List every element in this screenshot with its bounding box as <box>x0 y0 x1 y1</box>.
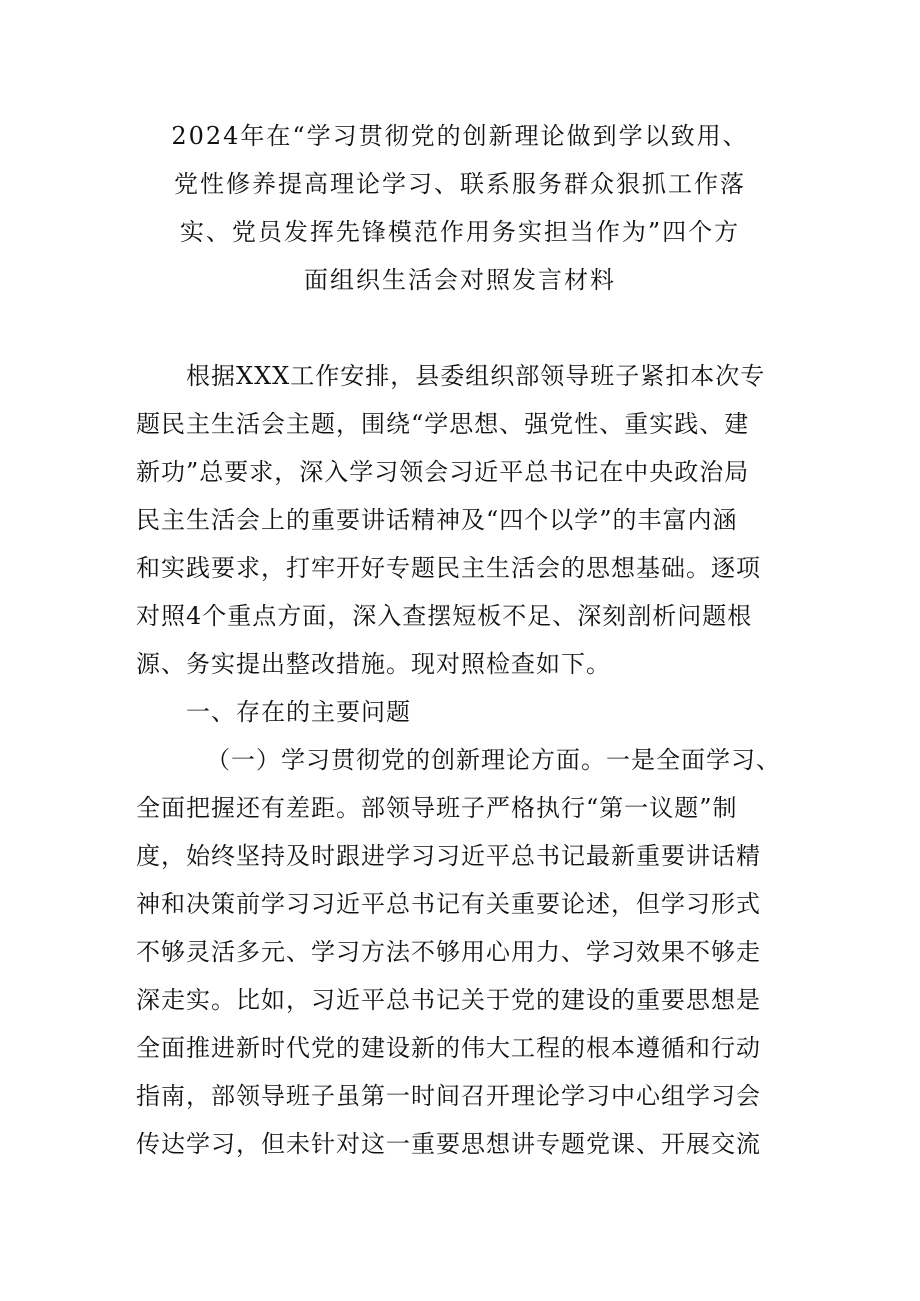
body-line: 题民主生活会主题，围绕“学思想、强党性、重实践、建 <box>136 410 750 438</box>
title-line: 面组织生活会对照发言材料 <box>304 266 616 294</box>
body-line: 新功”总要求，深入学习领会习近平总书记在中央政治局 <box>136 458 750 486</box>
body-line: 根据XXX工作安排，县委组织部领导班子紧扣本次专 <box>186 362 766 390</box>
document-title <box>120 112 800 304</box>
title-line: 实、党员发挥先锋模范作用务实担当作为”四个方 <box>179 218 741 246</box>
body-line: 度，始终坚持及时跟进学习习近平总书记最新重要讲话精 <box>136 842 761 870</box>
title-line: 党性修养提高理论学习、联系服务群众狠抓工作落 <box>174 170 746 198</box>
body-line: 源、务实提出整改措施。现对照检查如下。 <box>136 650 611 678</box>
body-line: 不够灵活多元、学习方法不够用心用力、学习效果不够走 <box>136 938 761 966</box>
document-body <box>136 352 796 1168</box>
body-line: 指南，部领导班子虽第一时间召开理论学习中心组学习会 <box>136 1082 761 1110</box>
body-line: 深走实。比如，习近平总书记关于党的建设的重要思想是 <box>136 986 761 1014</box>
body-line: 和实践要求，打牢开好专题民主生活会的思想基础。逐项 <box>136 554 761 582</box>
body-line: 民主生活会上的重要讲话精神及“四个以学”的丰富内涵 <box>136 506 738 534</box>
title-line: 2024年在“学习贯彻党的创新理论做到学以致用、 <box>171 122 749 150</box>
body-line: 全面把握还有差距。部领导班子严格执行“第一议题”制 <box>136 794 738 822</box>
body-line: 全面推进新时代党的建设新的伟大工程的根本遵循和行动 <box>136 1034 761 1062</box>
body-line: 传达学习，但未针对这一重要思想讲专题党课、开展交流 <box>136 1130 761 1158</box>
subsection-line: （一）学习贯彻党的创新理论方面。一是全面学习、 <box>206 746 781 774</box>
section-heading: 一、存在的主要问题 <box>186 698 411 726</box>
body-line: 神和决策前学习习近平总书记有关重要论述，但学习形式 <box>136 890 761 918</box>
body-line: 对照4个重点方面，深入查摆短板不足、深刻剖析问题根 <box>136 602 753 630</box>
